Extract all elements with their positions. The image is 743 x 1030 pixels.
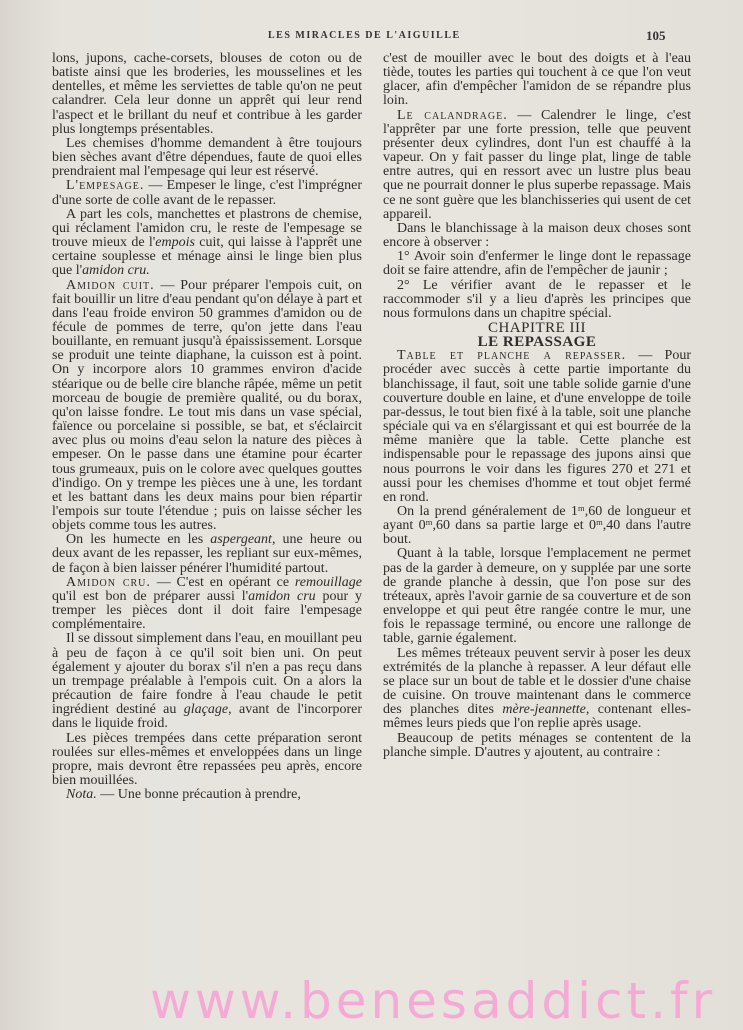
italic-text: mère-jeannette: [502, 702, 586, 718]
italic-text: remouillage: [294, 574, 362, 590]
text-run: Les pièces trempées dans cette préparation seront roulées sur elles-mêmes et enveloppées dans un linge propre, mais devront être repassées peu après, encore bien mouillées.: [52, 730, 362, 788]
text-run: Les mêmes tréteaux peuvent servir à poser les deux extrémités de la planche à repasser. A leur défaut elle se place sur un bout de table et le dossier d'une chaise de cuisine. On trouve maintenant dans le commerce des planches dites: [383, 645, 691, 718]
running-title: LES MIRACLES DE L'AIGUILLE: [268, 30, 461, 41]
paragraph: [383, 250, 691, 278]
paragraph: [52, 137, 362, 179]
text-run: Les chemises d'homme demandent à être toujours bien sèches avant d'être dépendues, faute de quoi elles prendraient mal l'empesage qui leur est réservé.: [52, 135, 362, 180]
italic-text: glaçage: [183, 702, 229, 718]
text-run: 1° Avoir soin d'enfermer le linge dont le repassage doit se faire attendre, afin de l'empêcher de jaunir ;: [383, 249, 691, 279]
paragraph: [383, 279, 691, 321]
text-run: — Pour procéder avec succès à cette partie importante du blanchissage, il faut, soit une table solide garnie d'une couverture double en laine, et d'une enveloppe de toile par-dessus, le tout bien fixé à la table, soit une planche spéciale qui va en s'élargissant et qui est bourrée de la même manière que la table. Cette planche est indispensable pour le repassage des jupons ainsi que nous pourrons le voir dans les figures 270 et 271 et aussi pour les chemises d'homme et tout objet fermé en rond.: [383, 348, 692, 505]
right-column: [383, 52, 691, 760]
text-run: Il se dissout simplement dans l'eau, en mouillant peu à peu de façon à ce qu'il soit bien uni. On peut également y ajouter du borax s'il n'en a pas reçu dans un trempage préalable à l'empois cuit. On a alors la précaution de faire fondre à l'eau chaude le petit ingrédient destiné au: [52, 631, 362, 718]
text-run: 2° Le vérifier avant de le repasser et le raccommoder s'il y a lieu d'après les principes que nous formulons dans un chapitre spécial.: [383, 277, 691, 321]
section-heading: Table et planche a repasser.: [397, 348, 627, 364]
chapter-number: CHAPITRE III: [487, 319, 587, 336]
italic-text: aspergeant: [210, 532, 272, 548]
paragraph: [383, 647, 691, 732]
text-run: On les humecte en les: [66, 532, 211, 548]
text-run: Dans le blanchissage à la maison deux choses sont encore à observer :: [383, 220, 691, 251]
text-run: cuit, qui laisse à l'apprêt une certaine souplesse et ménage ainsi le linge bien plus que l': [52, 235, 362, 279]
text-run: — C'est en opérant ce: [150, 574, 295, 590]
paragraph: [52, 179, 362, 207]
text-run: qu'il est bon de préparer aussi l': [52, 588, 249, 604]
text-run: , contenant elles-mêmes leurs pieds que l'on replie après usage.: [383, 702, 691, 732]
text-run: On la prend généralement de 1ᵐ,60 de longueur et ayant 0ᵐ,60 dans sa partie large et 0ᵐ,40 dans l'autre bout.: [383, 504, 691, 548]
paragraph: [383, 505, 691, 547]
paragraph: [383, 222, 691, 250]
text-run: A part les cols, manchettes et plastrons de chemise, qui réclament l'amidon cru, le reste de l'empesage se trouve mieux de l': [52, 206, 362, 251]
watermark: www.benesaddict.fr: [150, 972, 717, 1030]
text-run: — Empeser le linge, c'est l'imprégner d'une sorte de colle avant de le repasser.: [52, 178, 362, 208]
section-heading: Amidon cuit.: [66, 277, 155, 293]
paragraph: [52, 208, 362, 279]
paragraph: [52, 632, 362, 731]
right-column-bottom: [383, 349, 691, 760]
paragraph: [52, 576, 362, 633]
chapter-title: LE REPASSAGE: [477, 334, 597, 351]
text-run: — Calendrer le linge, c'est l'apprêter par une forte pression, telle que peuvent présenter deux cylindres, dont l'un est chauffé à la vapeur. On y fait passer du linge plat, linge de table entre autres, qui en ressort avec un lustre plus beau que ne pourrait donner le plus superbe repassage. Mais ce ne sont guère que les blanchisseries qui usent de cet appareil.: [383, 107, 692, 222]
paragraph: [52, 52, 362, 137]
italic-text: amidon cru.: [82, 263, 150, 279]
section-heading: Amidon cru.: [66, 574, 151, 590]
text-run: — Pour préparer l'empois cuit, on fait bouillir un litre d'eau pendant qu'on délaye à part et dans l'eau froide environ 50 grammes d'amidon ou de fécule de pommes de terre, qu'on jette dans l'eau bouillante, en remuant jusqu'à épaississement. Lorsque se produit une teinte diaphane, la cuisson est à point. On y incorpore alors 10 grammes environ d'acide stéarique ou de belle cire blanche râpée, même un petit morceau de bougie de première qualité, ou du borax, qu'on laisse fondre. Le tout mis dans un vase spécial, faïence ou porcelaine si possible, se bat, et s'éclaircit avec plus ou moins d'eau selon la nature des pièces à empeser. On le passe dans une étamine pour écarter tous grumeaux, puis on le colore avec quelques gouttes d'indigo. On y trempe les pièces une à une, les tordant et les battant dans les deux mains pour bien répartir l'empois sur toute l'étendue ; puis on laisse sécher les objets comme tous les autres.: [52, 277, 362, 534]
text-run: Beaucoup de petits ménages se contentent de la planche simple. D'autres y ajoutent, au contraire :: [383, 730, 691, 760]
paragraph: [52, 533, 362, 575]
paragraph: [52, 732, 362, 789]
italic-text: empois: [155, 235, 195, 251]
italic-text: Nota.: [66, 787, 97, 803]
paragraph: [383, 349, 691, 505]
paragraph: [383, 109, 691, 222]
text-run: , une heure ou deux avant de les repasser, les repliant sur eux-mêmes, de façon à bien laisser pénérer l'humidité partout.: [52, 532, 362, 576]
text-run: Quant à la table, lorsque l'emplacement ne permet pas de la garder à demeure, on y supplée par une sorte de grande planche à dessin, que l'on pose sur des tréteaux, après l'avoir garnie de sa couverture et de son enveloppe et qui peut être rangée contre le mur, une fois le repassage terminé, ou encore une rallonge de table, garnie également.: [383, 546, 691, 647]
text-run: — Une bonne précaution à prendre,: [96, 787, 301, 803]
section-heading: L'empesage.: [66, 178, 145, 194]
section-heading: Le calandrage.: [397, 107, 508, 123]
paragraph: [383, 732, 691, 760]
text-run: pour y tremper les pièces dont il doit faire l'empesage complémentaire.: [52, 588, 362, 633]
paragraph: [383, 547, 691, 646]
left-column: [52, 52, 362, 802]
paragraph: [52, 279, 362, 534]
page-number: 105: [646, 28, 666, 43]
right-column-top: [383, 52, 691, 321]
text-run: c'est de mouiller avec le bout des doigts et à l'eau tiède, toutes les parties qui touchent à ce que l'on veut glacer, afin d'empêcher l'amidon de se répandre plus loin.: [383, 51, 691, 109]
paragraph: [383, 52, 691, 109]
text-run: lons, jupons, cache-corsets, blouses de coton ou de batiste ainsi que les broderies, les mousselines et les dentelles, et même les serviettes de table qu'on ne peut calandrer. Cela leur donne un apprêt qui leur rend l'aspect et le brillant du neuf et contribue à les garder plus longtemps présentables.: [52, 51, 362, 137]
text-run: , avant de l'incorporer dans le liquide froid.: [52, 702, 362, 732]
italic-text: amidon cru: [248, 588, 316, 604]
paragraph: [52, 788, 362, 802]
